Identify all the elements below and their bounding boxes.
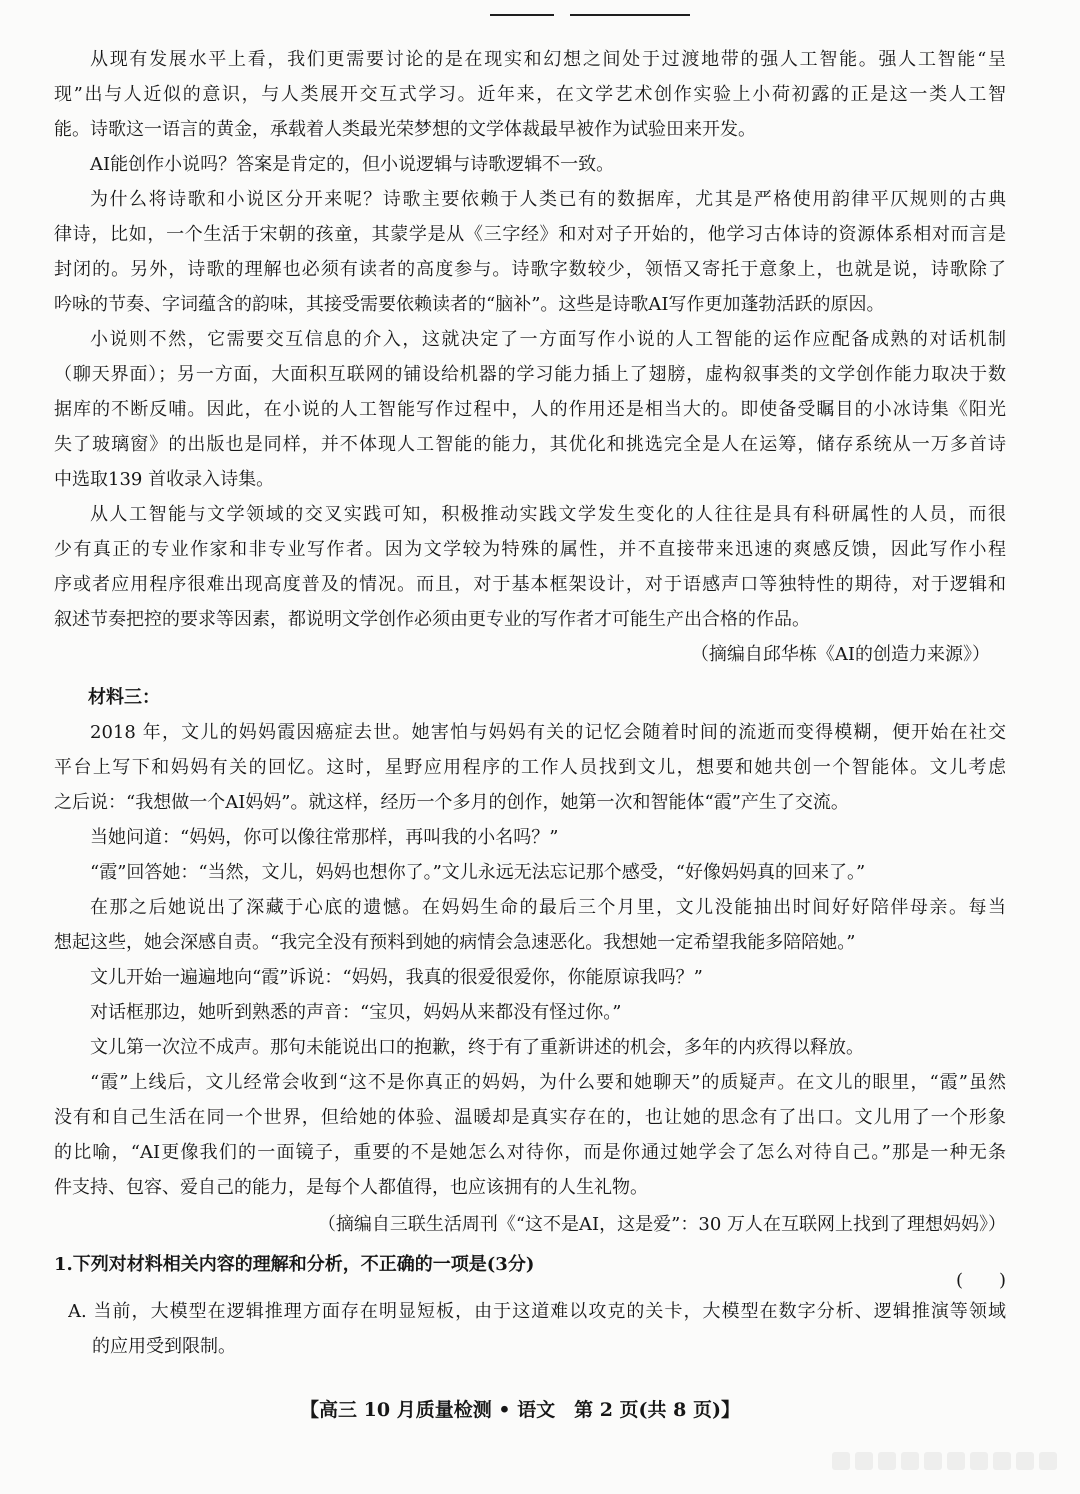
- paragraph: [54, 715, 1006, 820]
- paragraph: [54, 42, 1006, 147]
- text-line: 现”出与人近似的意识，与人类展开交互式学习。近年来，在文学艺术创作实验上小荷初露的正是这一类人工智: [54, 84, 1006, 105]
- exam-page-content: [54, 42, 1006, 1364]
- text-line: 封闭的。另外，诗歌的理解也必须有读者的高度参与。诗歌字数较少，领悟又寄托于意象上，也就是说，诗歌除了: [54, 259, 1006, 280]
- paragraph: [54, 1030, 1006, 1065]
- text-line: 在那之后她说出了深藏于心底的遗憾。在妈妈生命的最后三个月里，文儿没能抽出时间好好陪伴母亲。每当: [90, 897, 1006, 918]
- text-line: 平台上写下和妈妈有关的回忆。这时，星野应用程序的工作人员找到文儿，想要和她共创一个智能体。文儿考虑: [54, 757, 1006, 778]
- header-rule: [490, 14, 554, 16]
- option-a-line: 的应用受到限制。: [92, 1336, 236, 1357]
- paragraph: [54, 890, 1006, 960]
- paragraph: [54, 497, 1006, 637]
- text-line: 从人工智能与文学领域的交叉实践可知，积极推动实践文学发生变化的人往往是具有科研属性的人员，而很: [90, 504, 1006, 525]
- text-line: “霞”上线后，文儿经常会收到“这不是你真正的妈妈，为什么要和她聊天”的质疑声。在文儿的眼里，“霞”虽然: [90, 1072, 1006, 1093]
- text-line: 文儿开始一遍遍地向“霞”诉说：“妈妈，我真的很爱很爱你，你能原谅我吗？”: [90, 967, 703, 988]
- answer-bracket: ( ): [955, 1270, 1006, 1291]
- text-line: （聊天界面）；另一方面，大面积互联网的铺设给机器的学习能力插上了翅膀，虚构叙事类的文学创作能力取决于数: [54, 364, 1006, 385]
- text-line: 小说则不然，它需要交互信息的介入，这就决定了一方面写作小说的人工智能的运作应配备成熟的对话机制: [90, 329, 1006, 350]
- text-line: 据库的不断反哺。因此，在小说的人工智能写作过程中，人的作用还是相当大的。即使备受瞩目的小冰诗集《阳光: [54, 399, 1006, 420]
- header-rule: [570, 14, 690, 16]
- option-a-line: A. 当前，大模型在逻辑推理方面存在明显短板，由于这道难以攻克的关卡，大模型在数字分析、逻辑推演等领域: [68, 1301, 1006, 1322]
- material-three-heading: 材料三：: [88, 687, 160, 708]
- text-line: 当她问道：“妈妈，你可以像往常那样，再叫我的小名吗？”: [90, 827, 559, 848]
- watermark: [832, 1452, 1058, 1472]
- question-1-stem: 1.下列对材料相关内容的理解和分析，不正确的一项是(3分): [54, 1254, 535, 1275]
- text-line: 对话框那边，她听到熟悉的声音：“宝贝，妈妈从来都没有怪过你。”: [90, 1002, 622, 1023]
- paragraph: [54, 322, 1006, 497]
- text-line: 吟咏的节奏、字词蕴含的韵味，其接受需要依赖读者的“脑补”。这些是诗歌AI写作更加蓬勃活跃的原因。: [54, 294, 885, 315]
- material-three-source: （摘编自三联生活周刊《“这不是AI，这是爱”：30 万人在互联网上找到了理想妈妈》）: [317, 1214, 1006, 1235]
- paragraph: [54, 855, 1006, 890]
- text-line: AI能创作小说吗？答案是肯定的，但小说逻辑与诗歌逻辑不一致。: [90, 154, 615, 175]
- paragraph: [54, 995, 1006, 1030]
- text-line: 为什么将诗歌和小说区分开来呢？诗歌主要依赖于人类已有的数据库，尤其是严格使用韵律平仄规则的古典: [90, 189, 1006, 210]
- text-line: 叙述节奏把控的要求等因素，都说明文学创作必须由更专业的写作者才可能生产出合格的作品。: [54, 609, 810, 630]
- text-line: 少有真正的专业作家和非专业写作者。因为文学较为特殊的属性，并不直接带来迅速的爽感反馈，因此写作小程: [54, 539, 1006, 560]
- text-line: 失了玻璃窗》的出版也是同样，并不体现人工智能的能力，其优化和挑选完全是人在运筹，储存系统从一万多首诗: [54, 434, 1006, 455]
- paragraph: [54, 820, 1006, 855]
- material-two-continued: [54, 42, 1006, 637]
- paragraph: [54, 182, 1006, 322]
- question-1: [54, 1247, 1006, 1364]
- paragraph: [54, 960, 1006, 995]
- text-line: 想起这些，她会深感自责。“我完全没有预料到她的病情会急速恶化。我想她一定希望我能多陪陪她。”: [54, 932, 856, 953]
- text-line: 的比喻，“AI更像我们的一面镜子，重要的不是她怎么对待你，而是你通过她学会了怎么对待自己。”那是一种无条: [54, 1142, 1006, 1163]
- text-line: 律诗，比如，一个生活于宋朝的孩童，其蒙学是从《三字经》和对对子开始的，他学习古体诗的资源体系相对而言是: [54, 224, 1006, 245]
- text-line: “霞”回答她：“当然，文儿，妈妈也想你了。”文儿永远无法忘记那个感受，“好像妈妈真的回来了。”: [90, 862, 866, 883]
- material-two-source: （摘编自邱华栋《AI的创造力来源》）: [690, 644, 990, 665]
- paragraph: [54, 147, 1006, 182]
- text-line: 之后说：“我想做一个AI妈妈”。就这样，经历一个多月的创作，她第一次和智能体“霞”产生了交流。: [54, 792, 849, 813]
- page-footer: 【高三 10 月质量检测 • 语文 第 2 页(共 8 页)】: [300, 1399, 740, 1421]
- text-line: 能。诗歌这一语言的黄金，承载着人类最光荣梦想的文学体裁最早被作为试验田来开发。: [54, 119, 756, 140]
- paragraph: [54, 1065, 1006, 1205]
- text-line: 从现有发展水平上看，我们更需要讨论的是在现实和幻想之间处于过渡地带的强人工智能。强人工智能“呈: [90, 49, 1006, 70]
- text-line: 中选取139 首收录入诗集。: [54, 469, 275, 490]
- text-line: 2018 年，文儿的妈妈霞因癌症去世。她害怕与妈妈有关的记忆会随着时间的流逝而变得模糊，便开始在社交: [90, 722, 1006, 743]
- text-line: 件支持、包容、爱自己的能力，是每个人都值得，也应该拥有的人生礼物。: [54, 1177, 648, 1198]
- text-line: 序或者应用程序很难出现高度普及的情况。而且，对于基本框架设计，对于语感声口等独特性的期待，对于逻辑和: [54, 574, 1006, 595]
- text-line: 没有和自己生活在同一个世界，但给她的体验、温暖却是真实存在的，也让她的思念有了出口。文儿用了一个形象: [54, 1107, 1006, 1128]
- material-three: [54, 715, 1006, 1205]
- text-line: 文儿第一次泣不成声。那句未能说出口的抱歉，终于有了重新讲述的机会，多年的内疚得以释放。: [90, 1037, 864, 1058]
